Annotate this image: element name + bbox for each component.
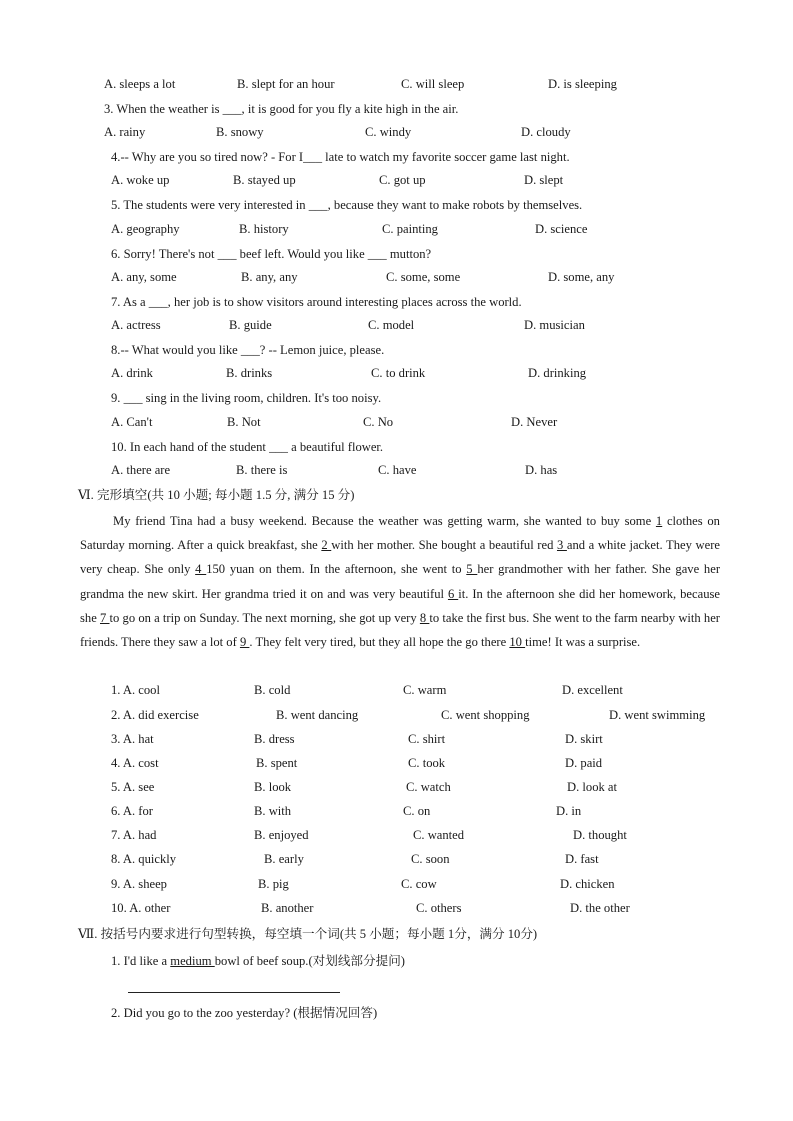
option-b: B. snowy bbox=[216, 125, 264, 139]
option-c: C. have bbox=[378, 463, 417, 477]
cloze-item-option-a: 9. A. sheep bbox=[111, 877, 167, 891]
cloze-item-option-d: D. thought bbox=[573, 828, 627, 842]
option-d: D. science bbox=[535, 222, 588, 236]
cloze-item-option-a: 8. A. quickly bbox=[111, 852, 177, 866]
option-b: B. stayed up bbox=[233, 173, 296, 187]
cloze-item-option-a: 1. A. cool bbox=[111, 683, 160, 697]
blank-8: 8 bbox=[419, 610, 430, 625]
question-stem: 3. When the weather is ___, it is good for you fly a kite high in the air. bbox=[104, 102, 459, 116]
option-c: C. will sleep bbox=[401, 77, 465, 91]
option-c: C. No bbox=[363, 415, 394, 429]
passage-text: with her mother. She bought a beautiful red bbox=[331, 538, 557, 553]
cloze-item-option-b: B. spent bbox=[256, 756, 298, 770]
cloze-item-option-b: B. dress bbox=[254, 732, 295, 746]
passage-text: 150 yuan on them. In the afternoon, she went to bbox=[206, 562, 467, 577]
passage-text: . They felt very tired, but they all hope the go there bbox=[249, 635, 510, 650]
option-c: C. to drink bbox=[371, 366, 426, 380]
cloze-item-option-b: B. with bbox=[254, 804, 292, 818]
cloze-item-option-c: C. watch bbox=[406, 780, 451, 794]
underlined-word: medium bbox=[170, 954, 215, 968]
cloze-item-option-c: C. warm bbox=[403, 683, 447, 697]
cloze-item-option-c: C. others bbox=[416, 901, 462, 915]
passage-text: and a white jacket. They were very cheap. She only bbox=[80, 538, 720, 577]
cloze-item-option-a: 4. A. cost bbox=[111, 756, 159, 770]
cloze-item-option-b: B. pig bbox=[258, 877, 289, 891]
question-stem: 4.-- Why are you so tired now? - For I___ late to watch my favorite soccer game last night. bbox=[111, 150, 570, 164]
option-a: A. any, some bbox=[111, 270, 177, 284]
question-stem: 6. Sorry! There's not ___ beef left. Would you like ___ mutton? bbox=[111, 247, 432, 261]
option-a: A. geography bbox=[111, 222, 180, 236]
cloze-item-option-a: 2. A. did exercise bbox=[111, 708, 199, 722]
cloze-item-option-b: B. cold bbox=[254, 683, 291, 697]
cloze-item-option-a: 7. A. had bbox=[111, 828, 157, 842]
cloze-item-option-a: 3. A. hat bbox=[111, 732, 154, 746]
question-stem: 10. In each hand of the student ___ a beautiful flower. bbox=[111, 440, 384, 454]
cloze-item-option-a: 5. A. see bbox=[111, 780, 155, 794]
cloze-item-option-d: D. went swimming bbox=[609, 708, 706, 722]
question-stem: 9. ___ sing in the living room, children. It's too noisy. bbox=[111, 391, 382, 405]
cloze-item-option-c: C. cow bbox=[401, 877, 437, 891]
cloze-item-option-c: C. wanted bbox=[413, 828, 465, 842]
answer-blank-line[interactable] bbox=[128, 992, 340, 993]
blank-1: 1 bbox=[655, 514, 663, 528]
option-a: A. drink bbox=[111, 366, 153, 380]
option-b: B. drinks bbox=[226, 366, 273, 380]
blank-7: 7 bbox=[100, 610, 110, 625]
option-d: D. slept bbox=[524, 173, 564, 187]
option-b: B. history bbox=[239, 222, 289, 236]
question-stem: 8.-- What would you like ___? -- Lemon juice, please. bbox=[111, 343, 385, 357]
cloze-item-option-b: B. enjoyed bbox=[254, 828, 309, 842]
option-b: B. there is bbox=[236, 463, 288, 477]
option-d: D. Never bbox=[511, 415, 558, 429]
option-a: A. sleeps a lot bbox=[104, 77, 176, 91]
cloze-item-option-c: C. went shopping bbox=[441, 708, 530, 722]
option-d: D. has bbox=[525, 463, 558, 477]
option-a: A. rainy bbox=[104, 125, 146, 139]
question-stem: 5. The students were very interested in ___, because they want to make robots by themselves. bbox=[111, 198, 583, 212]
cloze-item-option-c: C. took bbox=[408, 756, 446, 770]
cloze-item-option-d: D. excellent bbox=[562, 683, 623, 697]
cloze-item-option-c: C. on bbox=[403, 804, 431, 818]
option-d: D. cloudy bbox=[521, 125, 571, 139]
cloze-item-option-c: C. shirt bbox=[408, 732, 446, 746]
question-text: bowl of beef soup.(对划线部分提问) bbox=[214, 954, 405, 968]
passage-text: time! It was a surprise. bbox=[525, 635, 641, 650]
option-b: B. slept for an hour bbox=[237, 77, 335, 91]
cloze-item-option-d: D. paid bbox=[565, 756, 603, 770]
cloze-item-option-d: D. chicken bbox=[560, 877, 615, 891]
cloze-item-option-b: B. early bbox=[264, 852, 304, 866]
cloze-item-option-d: D. in bbox=[556, 804, 582, 818]
option-b: B. Not bbox=[227, 415, 261, 429]
option-d: D. drinking bbox=[528, 366, 587, 380]
option-d: D. is sleeping bbox=[548, 77, 617, 91]
cloze-item-option-b: B. went dancing bbox=[276, 708, 359, 722]
blank-5: 5 bbox=[466, 562, 478, 577]
cloze-item-option-d: D. skirt bbox=[565, 732, 603, 746]
blank-9: 9 bbox=[239, 635, 250, 650]
question-stem: 7. As a ___, her job is to show visitors around interesting places across the world. bbox=[111, 295, 522, 309]
option-d: D. musician bbox=[524, 318, 585, 332]
cloze-item-option-d: D. the other bbox=[570, 901, 630, 915]
passage-text: it. In the afternoon she did her homework, because she bbox=[80, 586, 720, 625]
option-a: A. woke up bbox=[111, 173, 170, 187]
option-a: A. Can't bbox=[111, 415, 153, 429]
passage-text: to go on a trip on Sunday. The next morning, she got up very bbox=[109, 610, 420, 625]
option-c: C. windy bbox=[365, 125, 412, 139]
blank-4: 4 bbox=[195, 562, 207, 577]
passage-text: her grandmother with her father. She gave her grandma the new skirt. Her grandma tried it on and was very beautiful bbox=[80, 562, 721, 601]
option-a: A. actress bbox=[111, 318, 161, 332]
cloze-item-option-c: C. soon bbox=[411, 852, 450, 866]
cloze-passage bbox=[80, 509, 720, 654]
option-d: D. some, any bbox=[548, 270, 615, 284]
option-c: C. model bbox=[368, 318, 415, 332]
cloze-item-option-b: B. look bbox=[254, 780, 292, 794]
cloze-item-option-a: 6. A. for bbox=[111, 804, 153, 818]
passage-text: My friend Tina had a busy weekend. Because the weather was getting warm, she wanted to buy some bbox=[113, 514, 656, 528]
section-heading: Ⅶ. 按括号内要求进行句型转换，每空填一个词(共 5 小题；每小题 1分，满分 10分) bbox=[78, 927, 538, 941]
question-text: 1. I'd like a bbox=[111, 954, 171, 968]
option-c: C. painting bbox=[382, 222, 438, 236]
cloze-item-option-b: B. another bbox=[261, 901, 314, 915]
blank-3: 3 bbox=[556, 538, 567, 553]
option-b: B. guide bbox=[229, 318, 272, 332]
passage-text: to take the first bus. She went to the farm nearby with her friends. There they saw a lot of bbox=[80, 610, 721, 650]
passage-text: clothes on Saturday morning. After a quick breakfast, she bbox=[80, 514, 720, 553]
cloze-item-option-d: D. fast bbox=[565, 852, 599, 866]
blank-6: 6 bbox=[447, 586, 459, 601]
option-a: A. there are bbox=[111, 463, 171, 477]
option-c: C. got up bbox=[379, 173, 426, 187]
cloze-item-option-d: D. look at bbox=[567, 780, 618, 794]
blank-10: 10 bbox=[509, 635, 526, 650]
blank-2: 2 bbox=[321, 538, 332, 553]
section-heading: Ⅵ. 完形填空(共 10 小题; 每小题 1.5 分, 满分 15 分) bbox=[78, 488, 355, 502]
option-c: C. some, some bbox=[386, 270, 461, 284]
transform-question-1 bbox=[111, 953, 405, 969]
transform-question-2: 2. Did you go to the zoo yesterday? (根据情况回答) bbox=[111, 1006, 378, 1020]
option-b: B. any, any bbox=[241, 270, 298, 284]
cloze-item-option-a: 10. A. other bbox=[111, 901, 171, 915]
